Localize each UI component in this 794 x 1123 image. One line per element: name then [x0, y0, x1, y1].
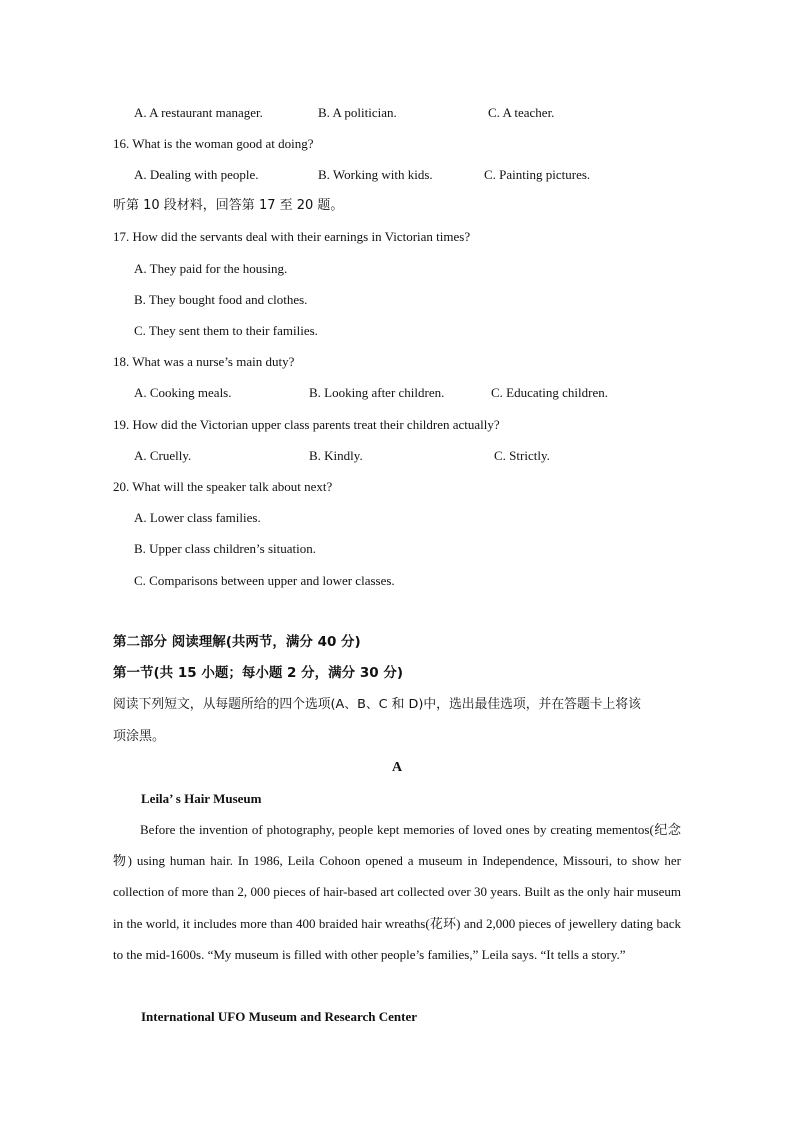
q18-option-c: C. Educating children.: [491, 385, 608, 400]
q15-option-c: C. A teacher.: [488, 105, 555, 120]
q20-option-c: C. Comparisons between upper and lower classes.: [134, 573, 395, 588]
q16-option-b: B. Working with kids.: [318, 167, 433, 182]
q19-stem: 19. How did the Victorian upper class parents treat their children actually?: [113, 417, 500, 432]
q16-option-a: A. Dealing with people.: [134, 167, 259, 182]
museum1-title: Leila’ s Hair Museum: [141, 791, 262, 806]
q15-option-b: B. A politician.: [318, 105, 397, 120]
q16-option-c: C. Painting pictures.: [484, 167, 591, 182]
q17-option-c: C. They sent them to their families.: [134, 323, 318, 338]
q17-option-b: B. They bought food and clothes.: [134, 292, 308, 307]
q19-option-a: A. Cruelly.: [134, 448, 192, 463]
q15-option-a: A. A restaurant manager.: [134, 105, 263, 120]
section1-heading: 第一节(共 15 小题；每小题 2 分，满分 30 分): [113, 665, 404, 681]
museum2-title: International UFO Museum and Research Center: [141, 1009, 417, 1024]
museum1-body: [113, 814, 681, 970]
q16-stem: 16. What is the woman good at doing?: [113, 136, 314, 151]
q17-stem: 17. How did the servants deal with their earnings in Victorian times?: [113, 229, 471, 244]
q19-option-c: C. Strictly.: [494, 448, 550, 463]
reading-instruction-line2: 项涂黑。: [113, 729, 166, 744]
q18-option-a: A. Cooking meals.: [134, 385, 232, 400]
q18-stem: 18. What was a nurse’s main duty?: [113, 354, 295, 369]
q20-option-b: B. Upper class children’s situation.: [134, 541, 316, 556]
q17-option-a: A. They paid for the housing.: [134, 261, 288, 276]
passage-letter: A: [391, 760, 403, 775]
part2-heading: 第二部分 阅读理解(共两节，满分 40 分): [113, 634, 361, 650]
museum1-body-text: Before the invention of photography, people kept memories of loved ones by creating mementos(纪念物) using human hair. In 1986, Leila Cohoon opened a museum in Independence, Missouri, to show her collection of more than 2, 000 pieces of hair-based art collected over 30 years. Built as the only hair museum in the world, it includes more than 400 braided hair wreaths(花环) and 2,000 pieces of jewellery dating back to the mid-1600s. “My museum is filled with other people’s families,” Leila says. “It tells a story.”: [113, 822, 681, 962]
q20-option-a: A. Lower class families.: [134, 510, 261, 525]
q20-stem: 20. What will the speaker talk about next?: [113, 479, 333, 494]
q19-option-b: B. Kindly.: [309, 448, 363, 463]
listening-instruction: 听第 10 段材料，回答第 17 至 20 题。: [113, 198, 344, 213]
q18-option-b: B. Looking after children.: [309, 385, 445, 400]
reading-instruction-line1: 阅读下列短文，从每题所给的四个选项(A、B、C 和 D)中，选出最佳选项，并在答题卡上将该: [113, 697, 641, 712]
